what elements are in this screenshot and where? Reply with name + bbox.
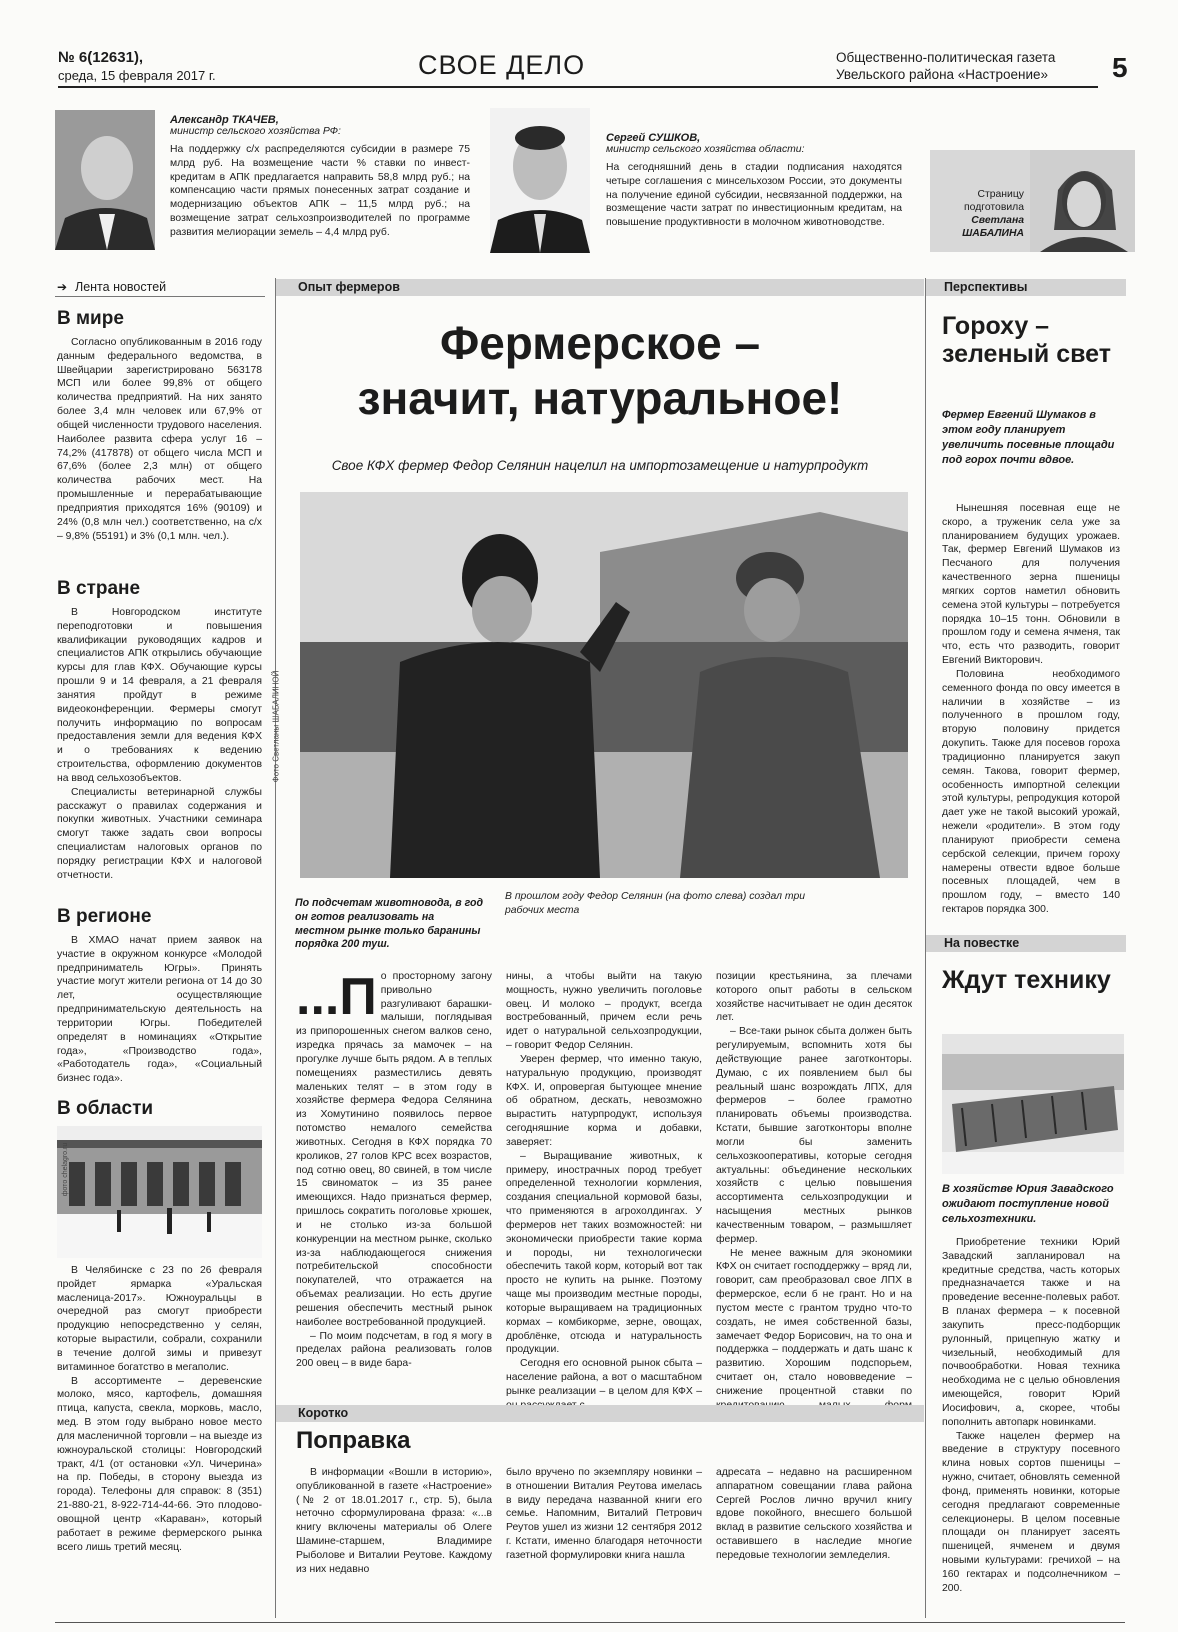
heading-peas: Гороху – зеленый свет xyxy=(942,312,1111,368)
text-peas xyxy=(942,502,1120,917)
machinery-photo xyxy=(942,1034,1124,1174)
article-col3-p3: Не менее важным для экономики КФХ он считает господдержку – вряд ли, говорит, сам преобразовал свое ЛПХ в фермерское, если б не грант. Но и на пустом месте с грантом трудно что-то создать, не имея собственной базы, замечает Федор Борисович, на то она и поддержка – поддержать и дать шанс к развитию. Хорошим подспорьем, считает он, стало нововведение – снижение процентной ставки по xyxy=(716,1247,912,1397)
rubric-briefly: Коротко xyxy=(276,1405,924,1422)
article-col2-p2: Уверен фермер, что именно такую, натуральную продукцию, производят КФХ. И, опровергая бытующее мнение об обратном, дескать, невозможно вырастить натурпродукт, используя сегодняшние корма и добавки, заверяет: xyxy=(506,1053,702,1148)
prepared-by-text xyxy=(938,188,1024,240)
author-last-name: ШАБАЛИНА xyxy=(962,228,1024,239)
article-col2-p4: Сегодня его основной рынок сбыта – население района, а вот о масштабном рынке реализации – в целом для КФХ – xyxy=(506,1358,702,1397)
photo-caption: В прошлом году Федор Селянин (на фото слева) создал три рабочих места xyxy=(505,891,806,916)
rubric-on-agenda: На повестке xyxy=(926,935,1126,952)
header-rule xyxy=(58,86,1098,88)
rubric-news-feed xyxy=(55,280,265,297)
issue-number: № 6(12631), xyxy=(58,49,144,66)
correction-col1: В информации «Вошли в историю», опубликованной в газете «Настроение» (№ 2 от 18.01.2017 г., стр. 5), была неточно сформулирована фраза: «...в книгу включены материалы об Олеге Шамине-старшем, Владимире Рыболове и Виталии Реутове. Каждому из них недавно xyxy=(296,1467,492,1575)
issue-date: среда, 15 февраля 2017 г. xyxy=(58,68,216,83)
quote-author: Сергей СУШКОВ, xyxy=(606,132,701,144)
rubric-perspectives: Перспективы xyxy=(926,279,1126,296)
heading-country: В стране xyxy=(57,578,141,599)
article-headline xyxy=(290,316,910,426)
drop-cap: ...П xyxy=(296,968,377,1026)
two-farmers-icon xyxy=(300,492,908,878)
portrait-silhouette-icon xyxy=(490,108,590,253)
article-col2-p3: – Выращивание животных, к примеру, инострачных пород требует определенной технологии кормления, создания специальной кормовой базы, что применяются в агрохолдингах. У фермеров нет таких возможностей: ни экономически приобрести такие корма и породы, ни технологически обеспечить такой корм, который вот так просто не купить на рынке. Поэтому чаще мы производим местные породы, которые выращиваем на традиционных кормах – комбикорме, зерне, овощах, дроблёнке, отсюда и натуральность продукции. xyxy=(506,1150,702,1356)
arrow-right-icon: ➔ xyxy=(57,280,68,294)
article-col1-p1: о просторному загону привольно разгуливают барашки-малыши, поглядывая из припорошенных снегом валков сено, изредка прячась за мамочек – на прогулке лучше быть рядом. А в теплых помещениях разместились девять маленьких телят – в этом году в хозяйстве фермера Федора Селянина из Хомутинино появилось первое потомство немалого семейства животных. Сегодня в КФХ порядка 70 кроликов, 27 голов КРС всех возрастов, под сотню овец, 80 свиней, в том числе 15 свиноматок – из 35 ранее имеющихся. Надо признаться фермер, пришлось сократить поголовье хрюшек, и не столько из-за большой конкуренции на местном рынке, сколько из-за наблюдающегося снижения потребительской способности покупателей, что отражается на объемах реализации. Но есть другие решения обеспечить местный рынок наиболее востребованной продукцией. xyxy=(296,971,492,1328)
quote-role: министр сельского хозяйства области: xyxy=(606,144,805,155)
market-building-icon xyxy=(57,1126,262,1258)
text-country-p1: В Новгородском институте переподготовки и повышения квалификации руководящих кадров и специалистов АПК открылись обучающие курсы для глав КФХ. Обучающие курсы прошли 9 и 14 февраля, а 21 февраля занятия пройдут в режиме видеоконференции. Фермеры смогут получить информацию по вопросам предоставления земли для ведения КФХ и о требованиях к ведению строительства, оформлению документов на ввод сельхозобъектов. xyxy=(57,607,262,784)
text-machinery-p1: Приобретение техники Юрий Завадский запланировал на кредитные средства, часть которых предназначается также и на проведение весенне-полевых работ. В планах фермера – к посевной закупить пресс-подборщик рулонный, прицепную жатку и чизельный, необходимый для почвообработки. Новая техника необходима не с целью обновления имеющейся, говорит Юрий Иосифович, а, скорее, чтобы пополнить автопарк новинками. xyxy=(942,1237,1120,1428)
bottom-rule xyxy=(55,1622,1125,1623)
headline-line1: Фермерское – xyxy=(439,317,761,369)
article-col-1 xyxy=(296,970,492,1371)
portrait-silhouette-icon xyxy=(55,110,155,250)
rubric-label: Лента новостей xyxy=(75,280,167,294)
text-oblast xyxy=(57,1264,262,1554)
text-peas-p1: Нынешняя посевная еще не скоро, а труженик села уже за планированием будущих урожаев. Так, фермер Евгений Шумаков из Песчаного для получения качественного зерна пшеницы мягких сортов наметил обновить семена этой культуры – потребуется порядка 10–15 тонн. Обновили в прошлом году и семена ячменя, так что, есть что разводить, говорит Евгений Викторович. xyxy=(942,503,1120,667)
heading-region: В регионе xyxy=(57,906,152,927)
text-oblast-p2: В ассортименте – деревенские молоко, мясо, картофель, домашняя птица, капуста, свекла, морковь, масло, мед. В этом году выбрано новое место для масленичной торговли – на выезде из южноуральской столицы: Новгородский тракт, 4/1 (от остановки «Ул. Чичерина» на пр. Победы, в сторону выезда из города). Телефоны для справок: 8 (351) 21-880-21, 8-922-714-44-66. Это плодово-овощной центр «Караван», который работает в режиме фермерского рынка всего лишь третий месяц. xyxy=(57,1375,262,1553)
text-world: Согласно опубликованным в 2016 году данным федерального ведомства, в Швейцарии зарегистрировано 563178 МСП или более 99,8% от общего количества предприятий. На них занято более 3,4 млн человек или 67,9% от общей численности трудового населения. Наиболее развита сфера услуг 16 – 74,2% (417878) от общего числа МСП и 67,6% (более 2,3 млн) от общего количества рабочих мест. На промышленные и перерабатывающие предприятия приходятся 16% (90109) и 24% (0,8 млн чел.) соответственно, на с/х – 9,8% (55191) и 3% (0,1 млн. чел.). xyxy=(57,337,262,542)
quote-author: Александр ТКАЧЕВ, xyxy=(170,114,279,126)
quote-role: министр сельского хозяйства РФ: xyxy=(170,126,341,137)
correction-title: Поправка xyxy=(296,1427,411,1454)
newspaper-name-line2: Увельского района «Настроение» xyxy=(836,66,1049,82)
article-col-3 xyxy=(716,970,912,1426)
quote-text: На сегодняшний день в стадии подписания находятся четыре соглашения с минсельхозом России, это документы на получение единой субсидии, несвязанной поддержки, на возмещение части затрат по инвестиционным кредитам, на повышение продуктивности в молочном животноводстве. xyxy=(606,162,902,229)
heading-machinery: Ждут технику xyxy=(942,966,1111,994)
correction-col3: адресата – недавно на расширенном аппаратном совещании глава района Сергей Рослов лично вручил книгу вдове покойного, внесшего большой вклад в развитие сельского хозяйства и оставившего в наследие многие передовые технологии земледелия. xyxy=(716,1467,912,1561)
text-peas-p2: Половина необходимого семенного фонда по овсу имеется в наличии в хозяйстве – из полученного в прошлом году, вторую половину придется докупить. Также для посевов гороха традиционно планируется закуп семян. Такова, говорит фермер, особенность импортной селекции этой культуры, репродукция которой дает уже не такой высокий урожай, нежели «родители». В этом году планируют приобрести семена сербской селекции, причем гороху намерены отвести вдвое больше посевных площадей, чем в прошлом году, – вместо 140 гектаров порядка 300. xyxy=(942,668,1120,916)
article-col1-p2: – По моим подсчетам, в год я могу в пределах района реализовать голов 200 овец – в виде бара- xyxy=(296,1330,492,1370)
correction-col2: было вручено по экземпляру новинки – в отношении Виталия Реутова имелась в виду передача названной книги его семье. Напомним, Виталий Петрович Реутов ушел из жизни 12 сентября 2012 г. Кстати, именно благодаря неточности газетной формулировки книга нашла xyxy=(506,1467,702,1561)
prepared-by-line2: подготовила xyxy=(964,202,1024,213)
article-col-2 xyxy=(506,970,702,1413)
heading-world: В мире xyxy=(57,308,124,329)
quote-text: На поддержку с/х распределяются субсидии в размере 75 млрд руб. На возмещение части % ставки по инвест-кредитам в АПК предлагается направить 58,8 млрд руб.; на компенсацию части прямых понесенных затрат создание и модернизацию объектов АПК – 11,5 млрд руб.; на возмещение затрат сельхозпроизводителей по программе развития мелиорации земель – 4,4 млрд руб. xyxy=(170,144,470,238)
section-title: СВОЕ ДЕЛО xyxy=(418,50,586,80)
photo-credit: Фото Светланы ШАБАЛИНОЙ xyxy=(271,670,281,783)
article-col2-p1: нины, а чтобы выйти на такую мощность, нужно увеличить поголовье овец. И молоко – продукт, всегда востребованный, причем если речь идет о натуральной сельхозпродукции, – говорит Федор Селянин. xyxy=(506,971,702,1052)
sushkov-portrait xyxy=(490,108,590,253)
quote-sushkov xyxy=(606,132,902,230)
lede-peas: Фермер Евгений Шумаков в этом году планирует увеличить посевные площади под горох почти вдвое. xyxy=(942,409,1115,466)
article-col3-p1: позиции крестьянина, за плечами которого опыт работы в сельском хозяйстве насчитывает не один десяток лет. xyxy=(716,971,912,1024)
article-col3-p2: – Все-таки рынок сбыта должен быть регулируемым, вспомнить хотя бы действующие ранее заготконторы. Думаю, с их появлением был бы реальный шанс возрождать ЛПХ, для фермеров – более грамотно планировать объемы производства. Кстати, бывшие заготконторы вполне могли бы заменить сельхозкооперативы, которые сегодня актуальны: объединение нескольких хозяйств с целью повышения ассортимента сельхозпродукции и насыщения местных рынков качественным товаром, – размышляет фермер. xyxy=(716,1026,912,1245)
photo-credit: фото chelagro.ru xyxy=(62,1142,70,1197)
lede-machinery: В хозяйстве Юрия Завадского ожидают поступление новой сельхозтехники. xyxy=(942,1183,1114,1225)
author-portrait-icon xyxy=(1030,150,1135,252)
quote-tkachev xyxy=(170,114,470,240)
text-country-p2: Специалисты ветеринарной службы расскажут о правилах содержания и покупки животных. Участники семинара смогут также задать свои вопросы специалистам налоговых органов по порядку регистрации КФХ и налоговой отчетности. xyxy=(57,786,262,881)
author-first-name: Светлана xyxy=(971,215,1024,226)
text-oblast-p1: В Челябинске с 23 по 26 февраля пройдет ярмарка «Уральская масленица-2017». Южноуральцы в очередной раз смогут приобрести продукцию непосредственно у селян, которые вырастили, собрали, сохранили в течение долгой зимы и привезут витаминное богатство в мегаполис. xyxy=(57,1265,262,1373)
text-country xyxy=(57,606,262,883)
tkachev-portrait xyxy=(55,110,155,250)
article-subtitle: Свое КФХ фермер Федор Селянин нацелил на импортозамещение и натурпродукт xyxy=(331,458,869,473)
farmers-photo xyxy=(271,492,908,878)
text-machinery xyxy=(942,1236,1120,1596)
prepared-by-box xyxy=(930,150,1135,252)
text-region: В ХМАО начат прием заявок на участие в окружном конкурсе «Молодой предприниматель Югры». Принять участие могут жители региона от 14 до 30 лет, осуществляющие предпринимательскую деятельность на территории Югры. Победителей определят в номинациях «Открытие года», «Производство года», «Работодатель года», «Социальный бизнес года». xyxy=(57,935,262,1085)
market-photo xyxy=(57,1126,262,1258)
prepared-by-line1: Страницу xyxy=(977,189,1024,200)
rubric-farmer-experience: Опыт фермеров xyxy=(276,279,924,296)
heading-oblast: В области xyxy=(57,1098,154,1119)
newspaper-name-line1: Общественно-политическая газета xyxy=(836,50,1056,65)
newspaper-name xyxy=(836,50,1055,84)
page-number: 5 xyxy=(1112,52,1128,83)
article-lede: По подсчетам животновода, в год он готов реализовать на местном рынке только баранины порядка 200 туш. xyxy=(295,897,484,951)
text-machinery-p2: Также нацелен фермер на введение в структуру посевного клина новых сортов пшеницы – нужно, считает, обновлять семенной фонд, применять новинки, которые сегодня предлагают современные селекционеры. В целом посевные площади он планирует засеять пшеницей, ячменем и двумя новыми культурами: гречихой – на 160 гектарах и подсолнечником – 200. xyxy=(942,1430,1120,1594)
harvester-header-icon xyxy=(942,1034,1124,1174)
headline-line2: значит, натуральное! xyxy=(357,372,843,425)
